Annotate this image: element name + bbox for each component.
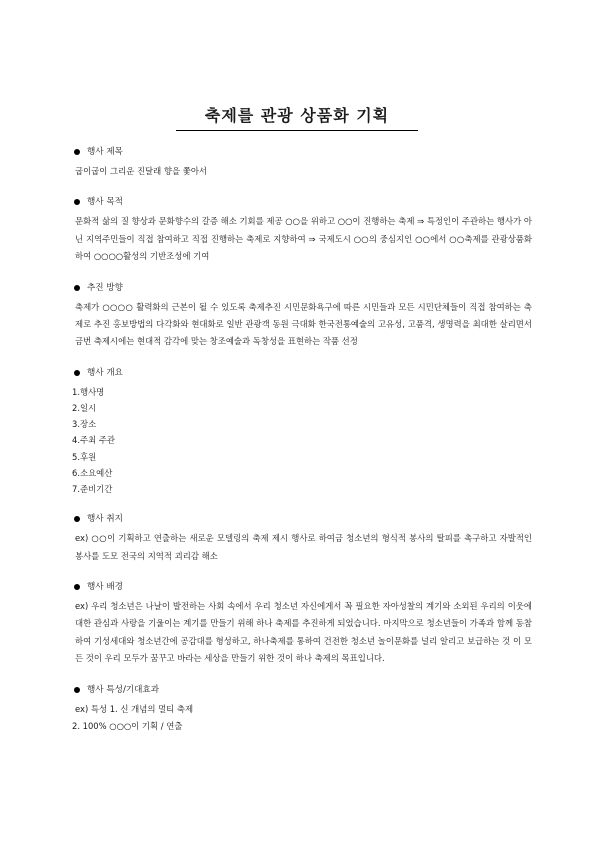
list-item: 5.후원	[72, 451, 97, 462]
bullet-icon	[74, 285, 80, 291]
section-background	[72, 581, 532, 668]
section-heading	[72, 581, 532, 593]
list-item: 6.소요예산	[72, 467, 113, 478]
list-item: 2.일시	[72, 403, 97, 414]
section-heading-label: 행사 목적	[87, 197, 123, 208]
bullet-icon	[74, 584, 80, 590]
bullet-icon	[74, 516, 80, 522]
section-heading-label: 행사 취지	[87, 514, 123, 525]
section-text: 축제가 ○○○○ 활력화의 근본이 될 수 있도록 축제추진 시민문화욕구에 따른 시민들과 모든 시민단체들이 직접 참여하는 축제로 추진 홍보방법의 다각화와 현대화로 일반 관광객 동원 극대화 한국전통예술의 고유성, 고품격, 생명력을 최대한 살리면서 금번 축제시에는 현대적 감각에 맞는 창조예술과 독창성을 표현하는 작품 선정	[75, 301, 532, 347]
section-overview	[72, 367, 532, 497]
section-event-title	[72, 146, 532, 180]
section-text: 굽이굽이 그리운 진달래 향을 쫓아서	[75, 166, 208, 176]
bullet-icon	[74, 149, 80, 155]
list-item: 3.장소	[72, 419, 97, 430]
section-heading	[72, 367, 532, 379]
section-text-line: ex) 특성 1. 신 개념의 멀티 축제	[75, 703, 194, 714]
section-heading	[72, 684, 532, 696]
section-text: 문화적 삶의 질 향상과 문화향수의 갈증 해소 기회를 제공 ○○을 위하고 ○○이 진행하는 축제 ⇒ 특정인이 주관하는 행사가 아닌 지역주민들이 직접 참여하고 직접 진행하는 축제로 지향하여 ⇒ 국제도시 ○○의 중심지인 ○○에서 ○○축제를 관광상품화하여 ○○○○활성의 기반조성에 기여	[75, 216, 532, 262]
list-item: 4.주최 주관	[72, 435, 116, 446]
section-heading-label: 행사 제목	[87, 147, 123, 157]
section-direction	[72, 282, 532, 351]
bullet-icon	[74, 687, 80, 693]
list-item: 7.준비기간	[72, 484, 113, 495]
list-item: 1.행사명	[72, 386, 105, 397]
document-title: 축제를 관광 상품화 기획	[176, 103, 418, 131]
section-heading	[72, 513, 532, 525]
section-heading-label: 추진 방향	[87, 282, 123, 293]
section-heading-label: 행사 특성/기대효과	[87, 684, 160, 695]
section-heading	[72, 282, 532, 294]
section-event-purpose	[72, 196, 532, 265]
section-text: ex) ○○이 기획하고 연출하는 새로운 모델링의 축제 제시 행사로 하여금 청소년의 형식적 봉사의 탈피를 촉구하고 자발적인 봉사를 도모 전국의 지역적 괴리감 해소	[75, 533, 532, 561]
bullet-icon	[74, 370, 80, 376]
bullet-icon	[74, 199, 80, 205]
section-text-line: 2. 100% ○○○이 기획 / 연출	[72, 721, 183, 732]
section-heading-label: 행사 개요	[87, 367, 123, 378]
section-heading	[72, 146, 532, 158]
section-heading-label: 행사 배경	[87, 582, 123, 593]
section-features	[72, 684, 532, 736]
section-intent	[72, 513, 532, 565]
document-body	[72, 146, 532, 752]
section-heading	[72, 196, 532, 208]
section-text: ex) 우리 청소년은 나날이 발전하는 사회 속에서 우리 청소년 자신에게서 꼭 필요한 자아성찰의 계기와 소외된 우리의 이웃에 대한 관심과 사랑을 기울이는 계기를 만들기 위해 하나 축제를 추진하게 되었습니다. 마지막으로 청소년들이 가족과 함께 동참하여 기성세대와 청소년간에 공감대를 형성하고, 하나축제를 통하여 건전한 청소년 놀이문화를 널리 알리고 보급하는 것 이 모든 것이 우리 모두가 꿈꾸고 바라는 세상을 만들기 위한 것이 하나 축제의 목표입니다.	[75, 601, 532, 664]
